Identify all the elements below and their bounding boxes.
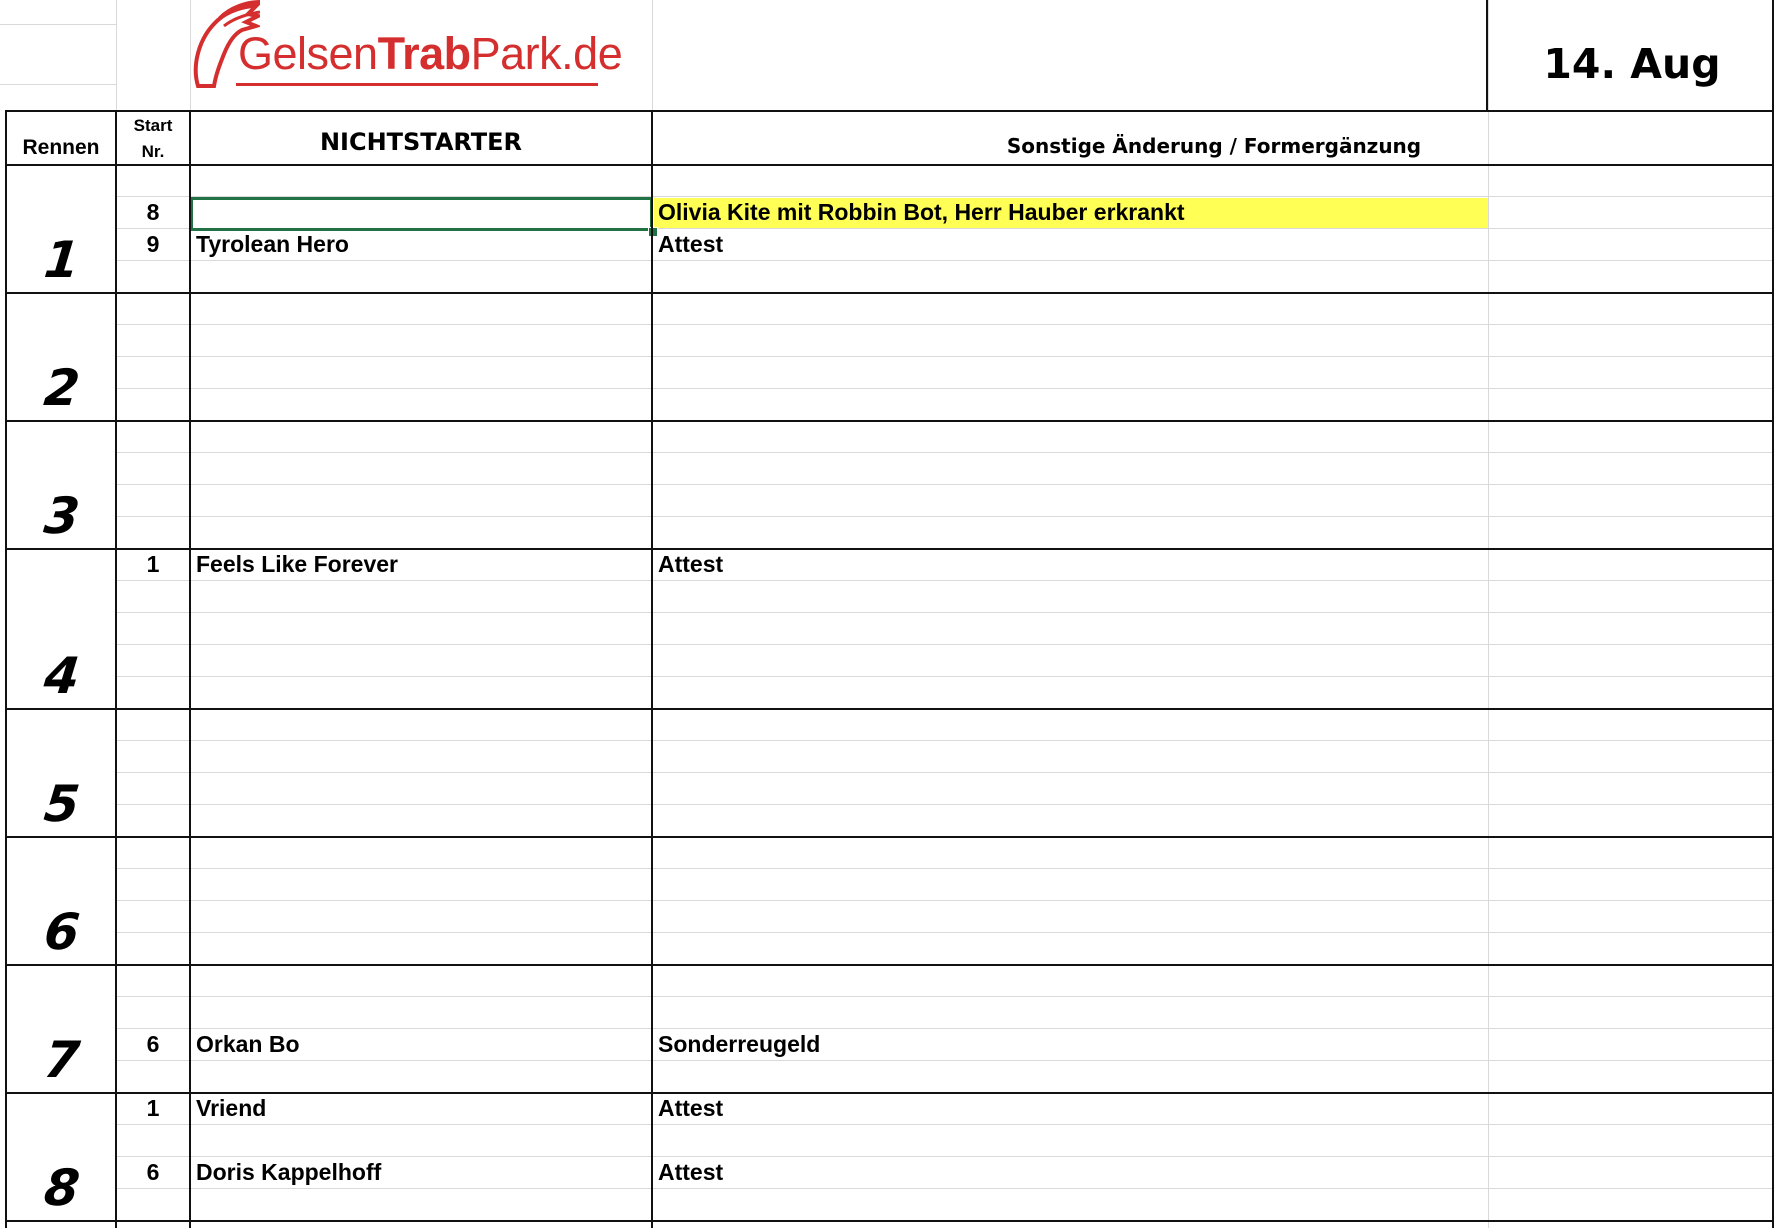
race-number-4: 4	[41, 647, 83, 705]
race-number-6: 6	[41, 903, 83, 961]
change-cell[interactable]: Sonderreugeld	[658, 1031, 821, 1057]
start-number-cell[interactable]: 8	[146, 199, 160, 225]
change-cell[interactable]: Attest	[658, 551, 724, 577]
header-bottom-border	[6, 164, 1774, 166]
header-start-line2: Nr.	[141, 142, 165, 161]
column-border	[5, 110, 7, 1228]
header-rennen: Rennen	[22, 136, 100, 159]
change-cell[interactable]: Olivia Kite mit Robbin Bot, Herr Hauber erkrankt	[658, 199, 1185, 225]
nichtstarter-cell[interactable]: Feels Like Forever	[196, 551, 398, 577]
header-nichtstarter: NICHTSTARTER	[319, 128, 523, 156]
column-border	[115, 110, 117, 1228]
header-start-line1: Start	[133, 116, 173, 135]
row-gridline	[116, 612, 1774, 613]
logo-text: GelsenTrabPark.de	[238, 28, 623, 79]
gridline	[0, 24, 116, 25]
row-gridline	[116, 932, 1774, 933]
row-gridline	[116, 804, 1774, 805]
row-gridline	[116, 1124, 1774, 1125]
change-cell[interactable]: Attest	[658, 231, 724, 257]
row-gridline	[116, 1060, 1774, 1061]
row-gridline	[116, 260, 1774, 261]
race-number-3: 3	[41, 487, 83, 545]
row-gridline	[116, 772, 1774, 773]
column-border	[651, 110, 653, 1228]
race-block-border	[6, 836, 1774, 838]
race-block-border	[6, 708, 1774, 710]
row-gridline	[116, 324, 1774, 325]
row-gridline	[116, 644, 1774, 645]
row-gridline	[116, 900, 1774, 901]
nichtstarter-cell[interactable]: Orkan Bo	[196, 1031, 300, 1057]
start-number-cell[interactable]: 6	[146, 1159, 160, 1185]
row-gridline	[116, 676, 1774, 677]
table-right-border	[1772, 0, 1774, 1228]
nichtstarter-cell[interactable]: Vriend	[196, 1095, 267, 1121]
row-gridline	[116, 1188, 1774, 1189]
date-box-border	[1486, 0, 1488, 112]
race-block-border	[6, 1092, 1774, 1094]
header-top-border	[6, 110, 1774, 112]
change-cell[interactable]: Attest	[658, 1159, 724, 1185]
row-gridline	[116, 484, 1774, 485]
date-label: 14. Aug	[1543, 40, 1721, 88]
race-block-border	[6, 292, 1774, 294]
row-gridline	[116, 580, 1774, 581]
race-number-1: 1	[41, 231, 83, 289]
fill-handle[interactable]	[648, 227, 658, 237]
selected-cell[interactable]	[190, 197, 653, 231]
row-gridline	[116, 388, 1774, 389]
race-number-5: 5	[41, 775, 83, 833]
race-block-border	[6, 1220, 1774, 1222]
start-number-cell[interactable]: 6	[146, 1031, 160, 1057]
nichtstarter-cell[interactable]: Tyrolean Hero	[196, 231, 349, 257]
start-number-cell[interactable]: 1	[146, 1095, 160, 1121]
race-number-8: 8	[41, 1159, 83, 1217]
race-block-border	[6, 964, 1774, 966]
column-border	[189, 110, 191, 1228]
race-number-7: 7	[41, 1031, 83, 1089]
row-gridline	[116, 740, 1774, 741]
start-number-cell[interactable]: 9	[146, 231, 160, 257]
row-gridline	[116, 996, 1774, 997]
row-gridline	[116, 452, 1774, 453]
change-cell[interactable]: Attest	[658, 1095, 724, 1121]
gelsentrabpark-logo	[190, 0, 623, 92]
nichtstarter-cell[interactable]: Doris Kappelhoff	[196, 1159, 382, 1185]
gridline	[1488, 0, 1489, 1228]
logo-underline	[236, 83, 598, 86]
gridline	[0, 84, 116, 85]
row-gridline	[116, 356, 1774, 357]
start-number-cell[interactable]: 1	[146, 551, 160, 577]
header-sonstige: Sonstige Änderung / Formergänzung	[1006, 134, 1422, 158]
row-gridline	[116, 516, 1774, 517]
row-gridline	[116, 868, 1774, 869]
race-number-2: 2	[41, 359, 83, 417]
row-gridline	[116, 1028, 1774, 1029]
race-block-border	[6, 420, 1774, 422]
